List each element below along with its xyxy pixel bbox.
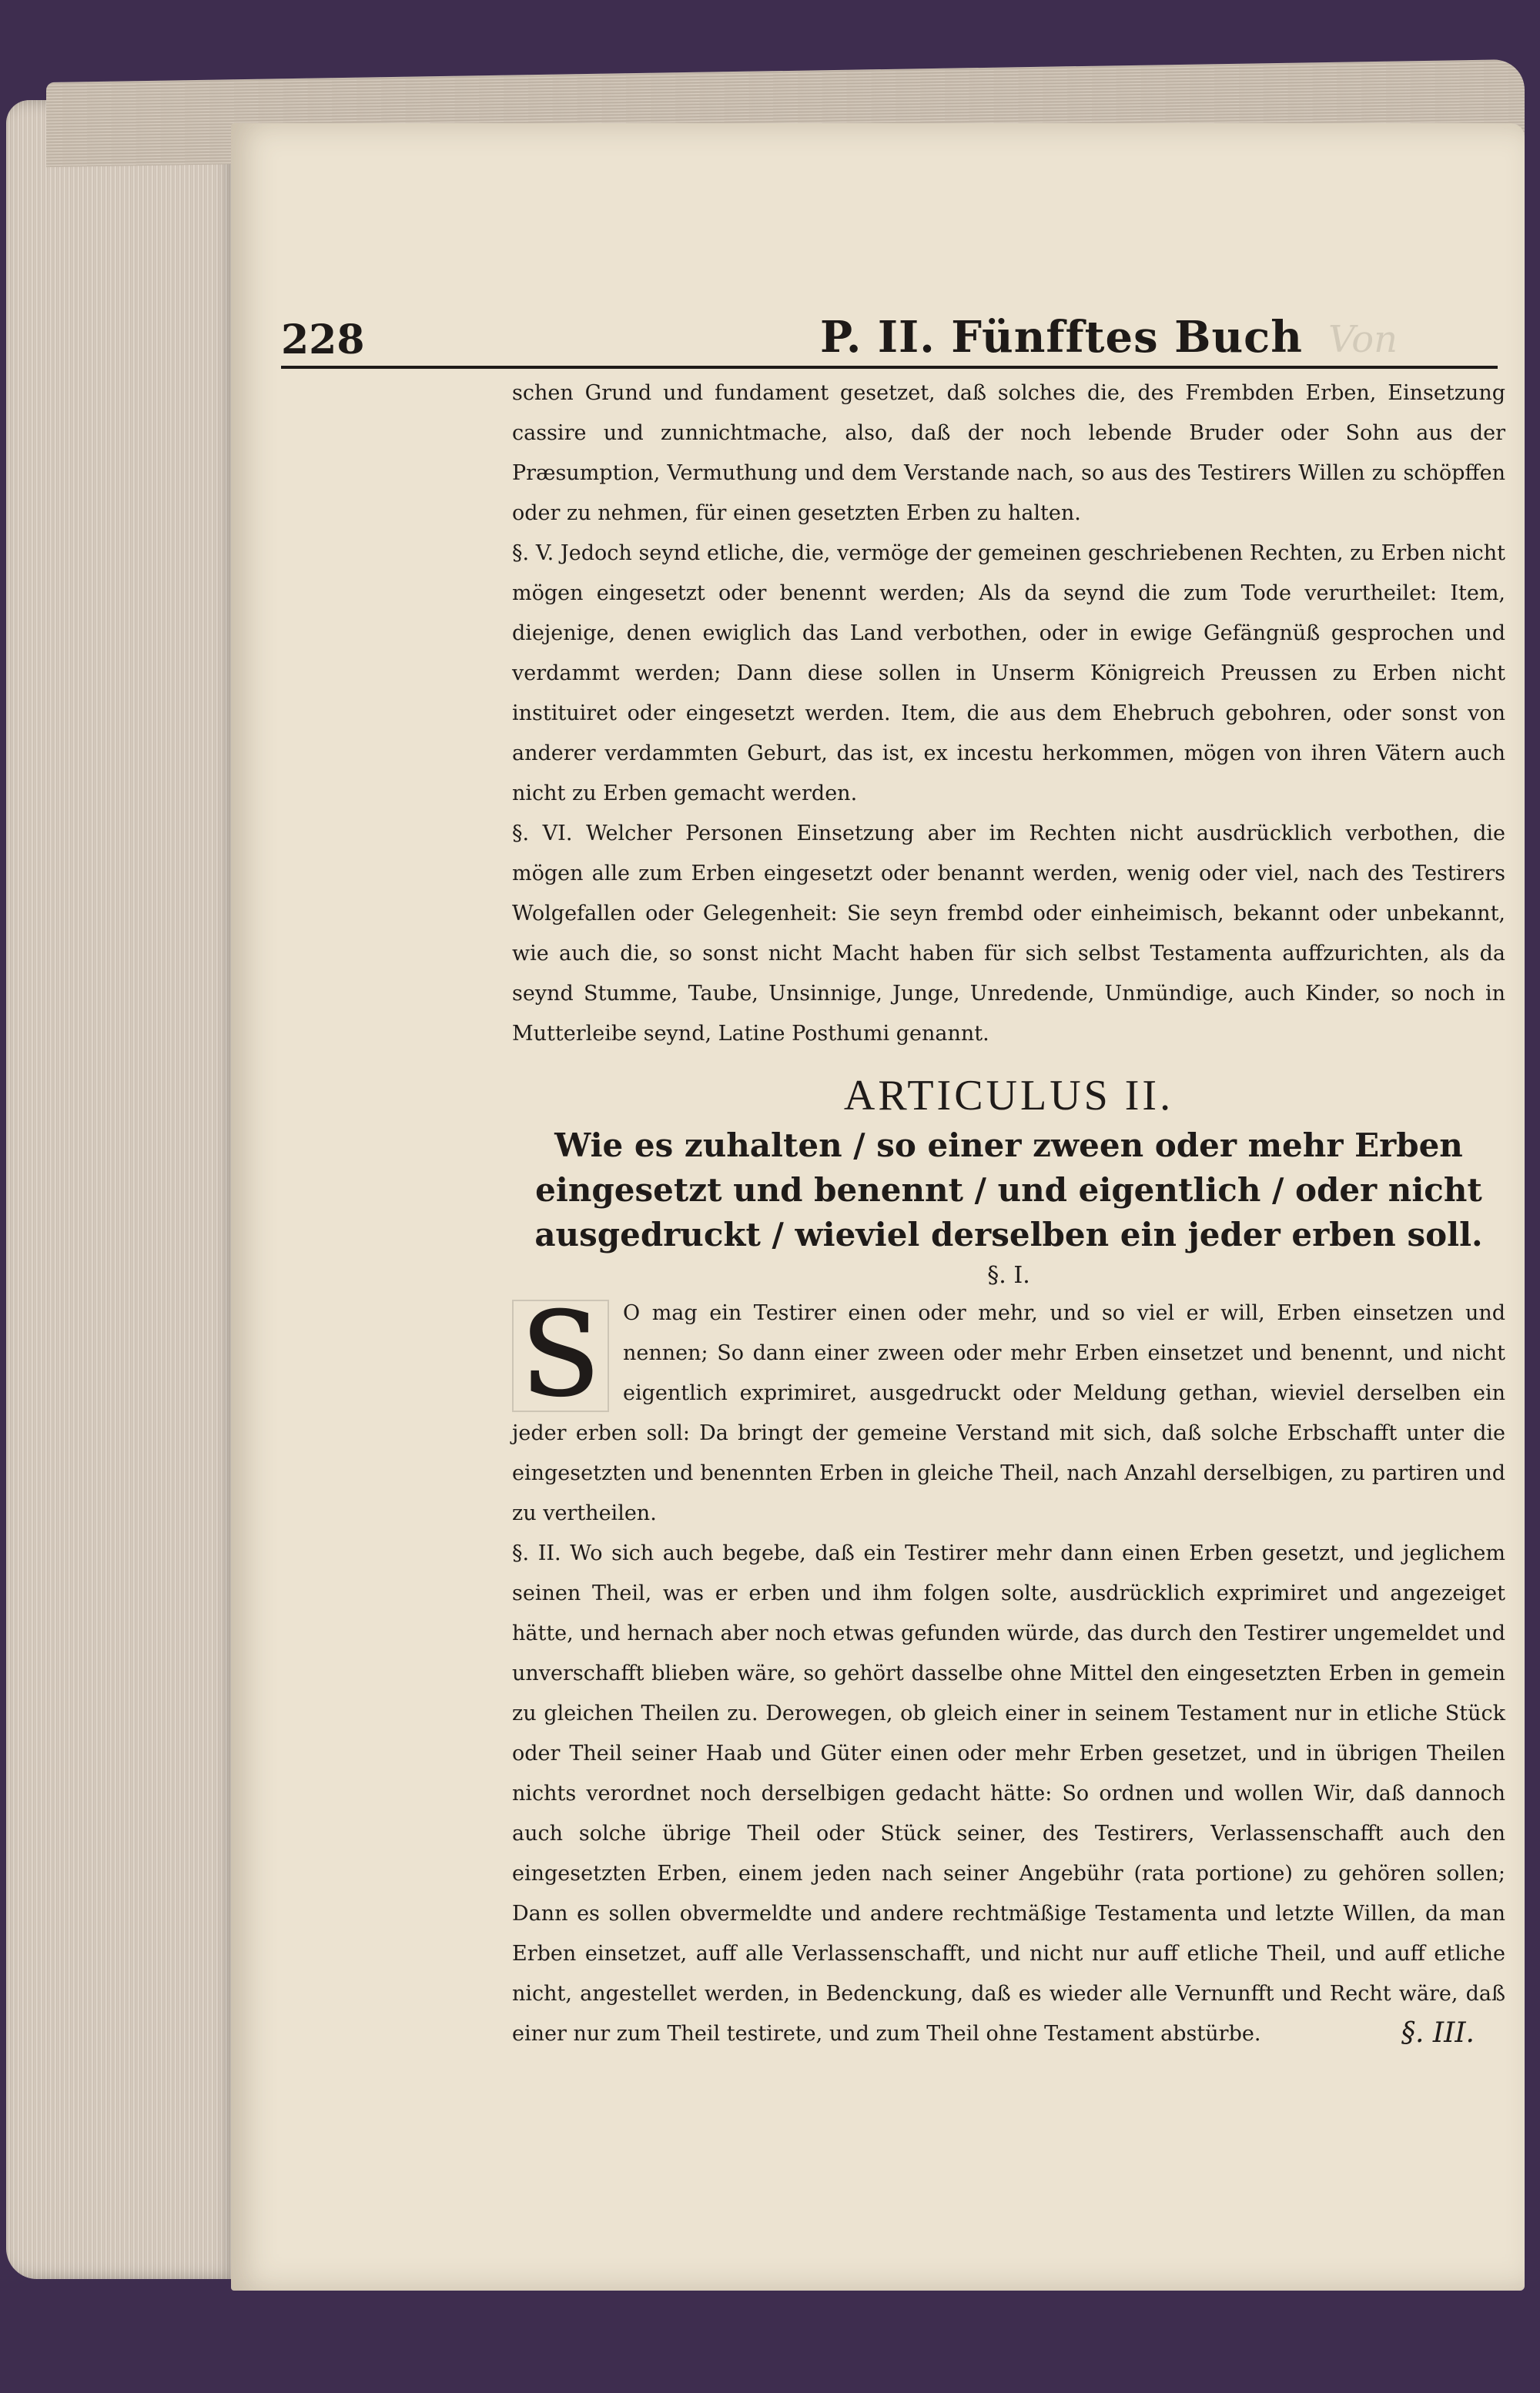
running-header — [281, 312, 1498, 369]
paragraph-continuation: schen Grund und fundament gesetzet, daß solches die, des Frembden Erben, Einsetzung cassire und zunnichtmache, also, daß der noch lebende Bruder oder Sohn aus der Præsumption, Vermuthung und dem Verstande nach, so aus des Testirers Willen zu schöpffen oder zu nehmen, für einen gesetzten Erben zu halten. — [512, 381, 1505, 525]
article-heading: ARTICULUS II. — [843, 1072, 1174, 1120]
paragraph-section-ii: §. II. Wo sich auch begebe, daß ein Testirer mehr dann einen Erben gesetzt, und jeglichem seinen Theil, was er erben und ihm folgen solte, ausdrücklich exprimiret und angezeiget hätte, und hernach aber noch etwas gefunden würde, das durch den Testirer ungemeldet und unverschafft blieben wäre, so gehört dasselbe ohne Mittel den eingesetzten Erben in gemein zu gleichen Theilen zu. Derowegen, ob gleich einer in seinem Testament nur in etliche Stück oder Theil seiner Haab und Güter einen oder mehr Erben gesetzet, und in übrigen Theilen nichts verordnet noch derselbigen gedacht hätte: So ordnen und wollen Wir, daß dannoch auch solche übrige Theil oder Stück seiner, des Testirers, Verlassenschafft auch den eingesetzten Erben, einem jeden nach seiner Angebühr (rata portione) zu gehören sollen; Dann es sollen obvermeldte und andere rechtmäßige Testamenta und letzte Willen, da man Erben einsetzet, auff alle Verlassenschafft, und nicht nur auff etliche Theil, und auff etliche nicht, angestellet werden, in Bedenckung, daß es wieder alle Vernunfft und Recht wäre, daß einer nur zum Theil testirete, und zum Theil ohne Testament abstürbe. — [512, 1541, 1505, 2046]
bleedthrough-text: Von — [1328, 318, 1398, 361]
book-page-edges — [6, 100, 237, 2279]
catchword: §. III. — [1401, 2017, 1475, 2049]
running-title: P. II. Fünfftes Buch — [820, 312, 1303, 363]
article-body — [512, 1288, 1505, 2054]
paragraph-section-i: O mag ein Testirer einen oder mehr, und so viel er will, Erben einsetzen und nennen; So dann einer zween oder mehr Erben einsetzet und benennt, und nicht eigentlich exprimiret, ausgedruckt oder Meldung gethan, wieviel derselben ein jeder erben soll: Da bringt der gemeine Verstand mit sich, daß solche Erbschafft unter die eingesetzten und benennten Erben in gleiche Theil, nach Anzahl derselbigen, zu partiren und zu vertheilen. — [512, 1301, 1505, 1525]
page-content — [512, 373, 1505, 2054]
paragraph-section-vi: §. VI. Welcher Personen Einsetzung aber im Rechten nicht ausdrücklich verbothen, die mögen alle zum Erben eingesetzt oder benannt werden, wenig oder viel, nach des Testirers Wolgefallen oder Gelegenheit: Sie seyn frembd oder einheimisch, bekannt oder unbekannt, wie auch die, so sonst nicht Macht haben für sich selbst Testamenta auffzurichten, als da seynd Stumme, Taube, Unsinnige, Junge, Unredende, Unmündige, auch Kinder, so noch in Mutterleibe seynd, Latine Posthumi genannt. — [512, 822, 1505, 1046]
paragraph-section-v: §. V. Jedoch seynd etliche, die, vermöge der gemeinen geschriebenen Rechten, zu Erben nicht mögen eingesetzt oder benennt werden; Als da seynd die zum Tode verurtheilet: Item, diejenige, denen ewiglich das Land verbothen, oder in ewige Gefängnüß gesprochen und verdammt werden; Dann diese sollen in Unserm Königreich Preussen zu Erben nicht instituiret oder eingesetzt werden. Item, die aus dem Ehebruch gebohren, oder sonst von anderer verdammten Geburt, das ist, ex incestu herkommen, mögen von ihren Vätern auch nicht zu Erben gemacht werden. — [512, 541, 1505, 805]
page-number: 228 — [281, 316, 365, 363]
article-subheading: Wie es zuhalten / so einer zween oder mehr Erben eingesetzt und benennt / und eigentlich / oder nicht ausgedruckt / wieviel derselben ein jeder erben soll. — [534, 1126, 1483, 1253]
dropcap-initial: S — [512, 1300, 609, 1412]
section-mark: §. I. — [987, 1262, 1030, 1289]
